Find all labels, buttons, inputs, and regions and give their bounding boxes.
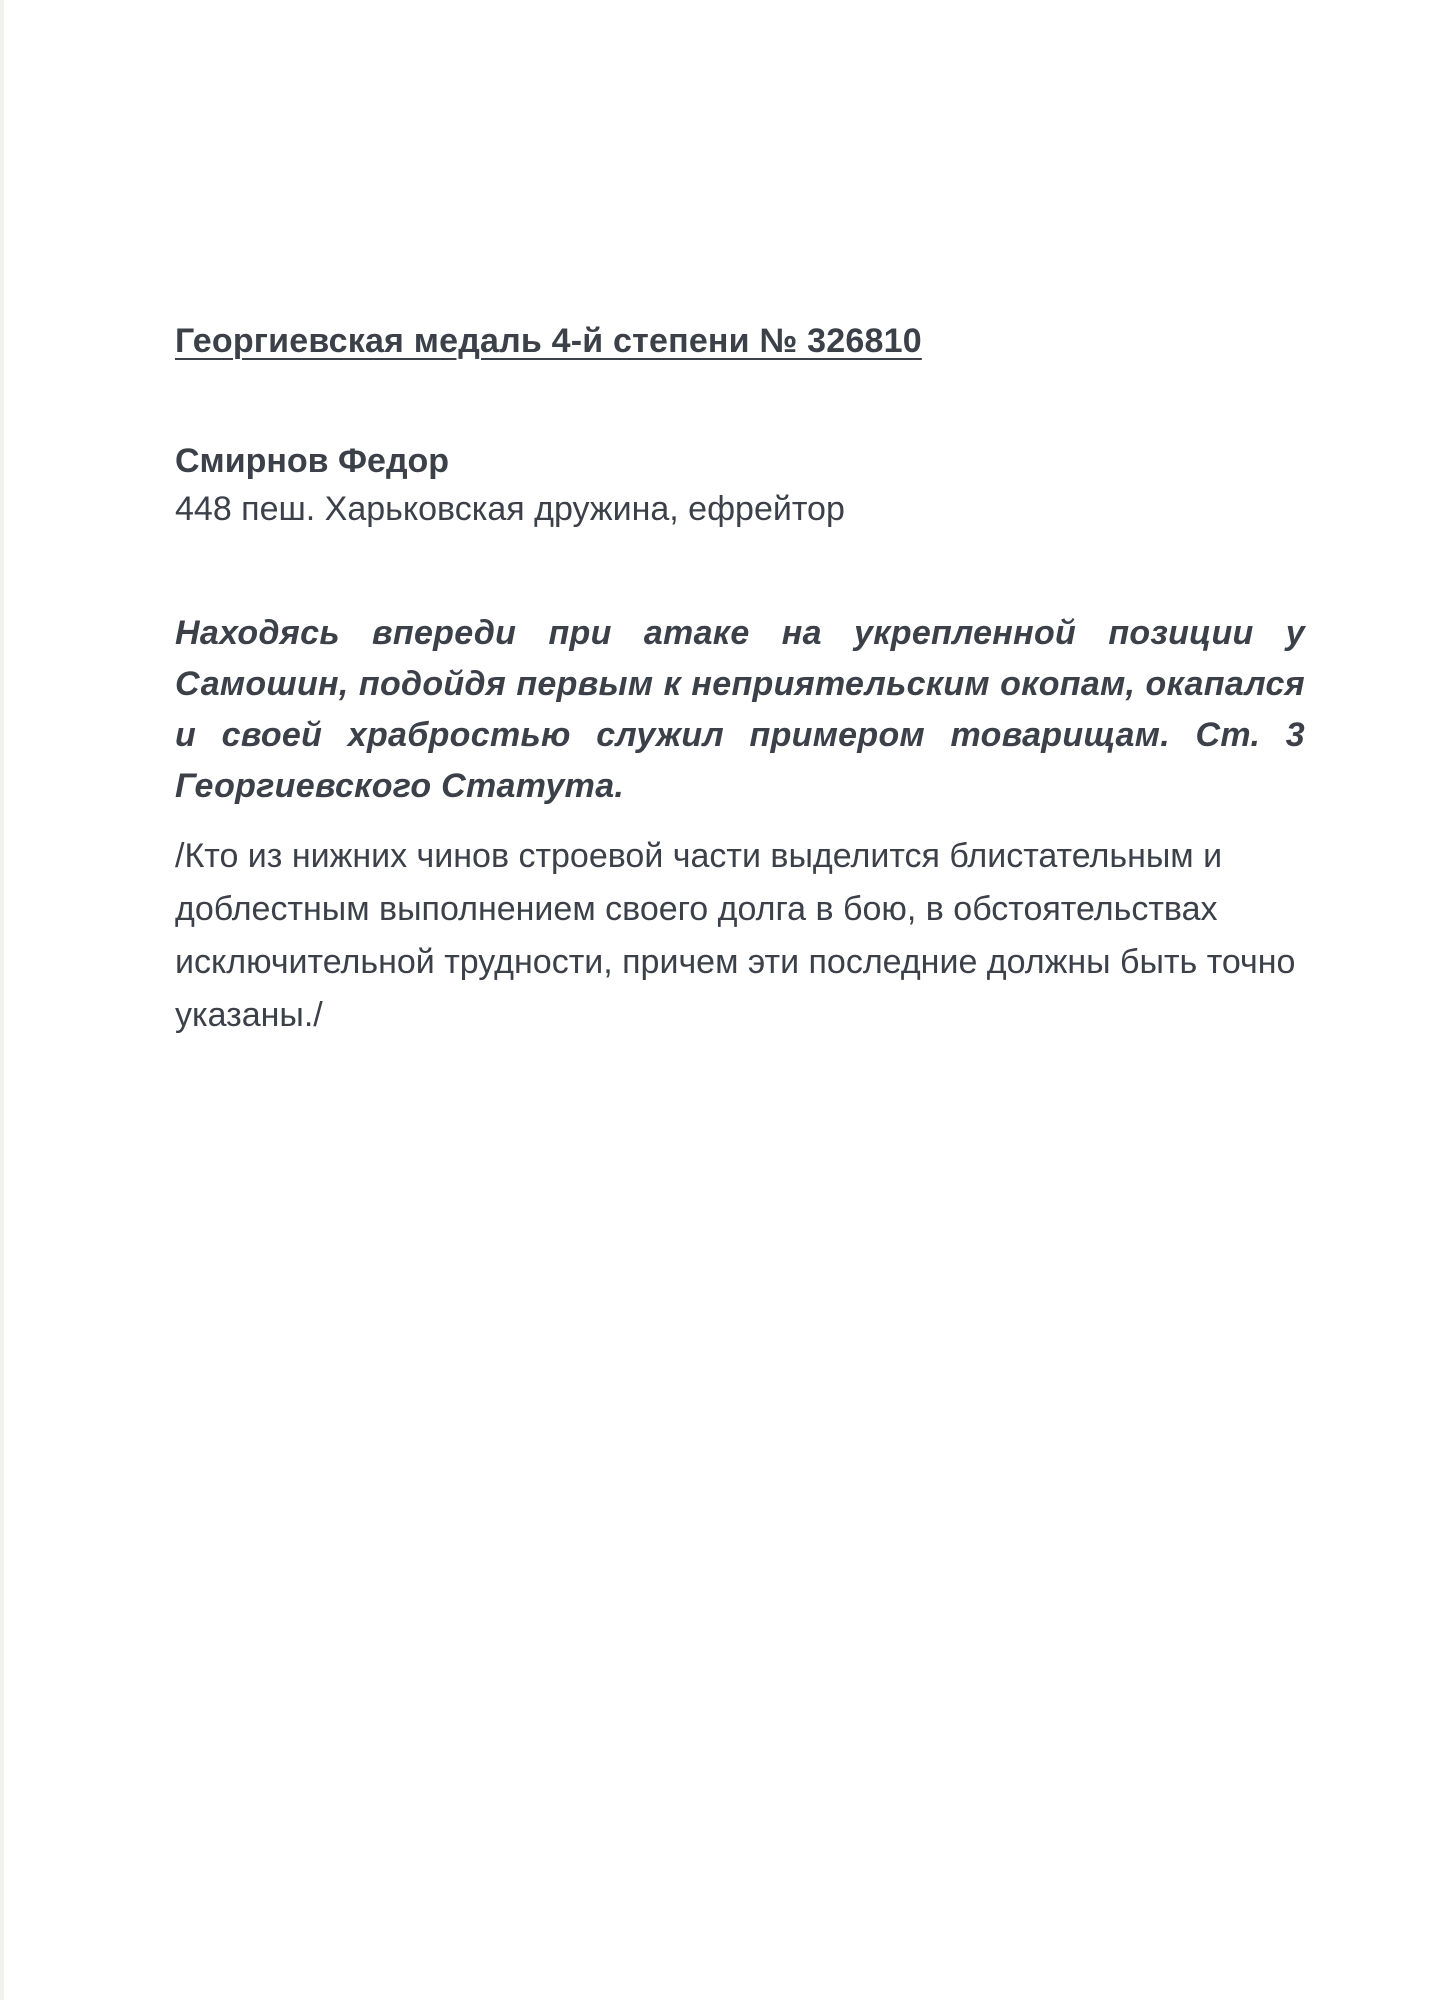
- page-edge: [0, 0, 4, 2000]
- recipient-unit-rank: 448 пеш. Харьковская дружина, ефрейтор: [175, 490, 845, 528]
- statute-text: /Кто из нижних чинов строевой части выделится блистательным и доблестным выполнением своего долга в бою, в обстоятельствах исключительной трудности, причем эти последние должны быть точно указаны./: [175, 837, 1296, 1034]
- document-content: [175, 318, 1305, 1034]
- medal-title: Георгиевская медаль 4-й степени № 326810: [175, 322, 922, 360]
- recipient-name: Смирнов Федор: [175, 442, 450, 480]
- award-citation: Находясь впереди при атаке на укрепленной позиции у Самошин, подойдя первым к неприятельским окопам, окапался и своей храбростью служил примером товарищам. Ст. 3 Георгиевского Статута.: [175, 614, 1305, 805]
